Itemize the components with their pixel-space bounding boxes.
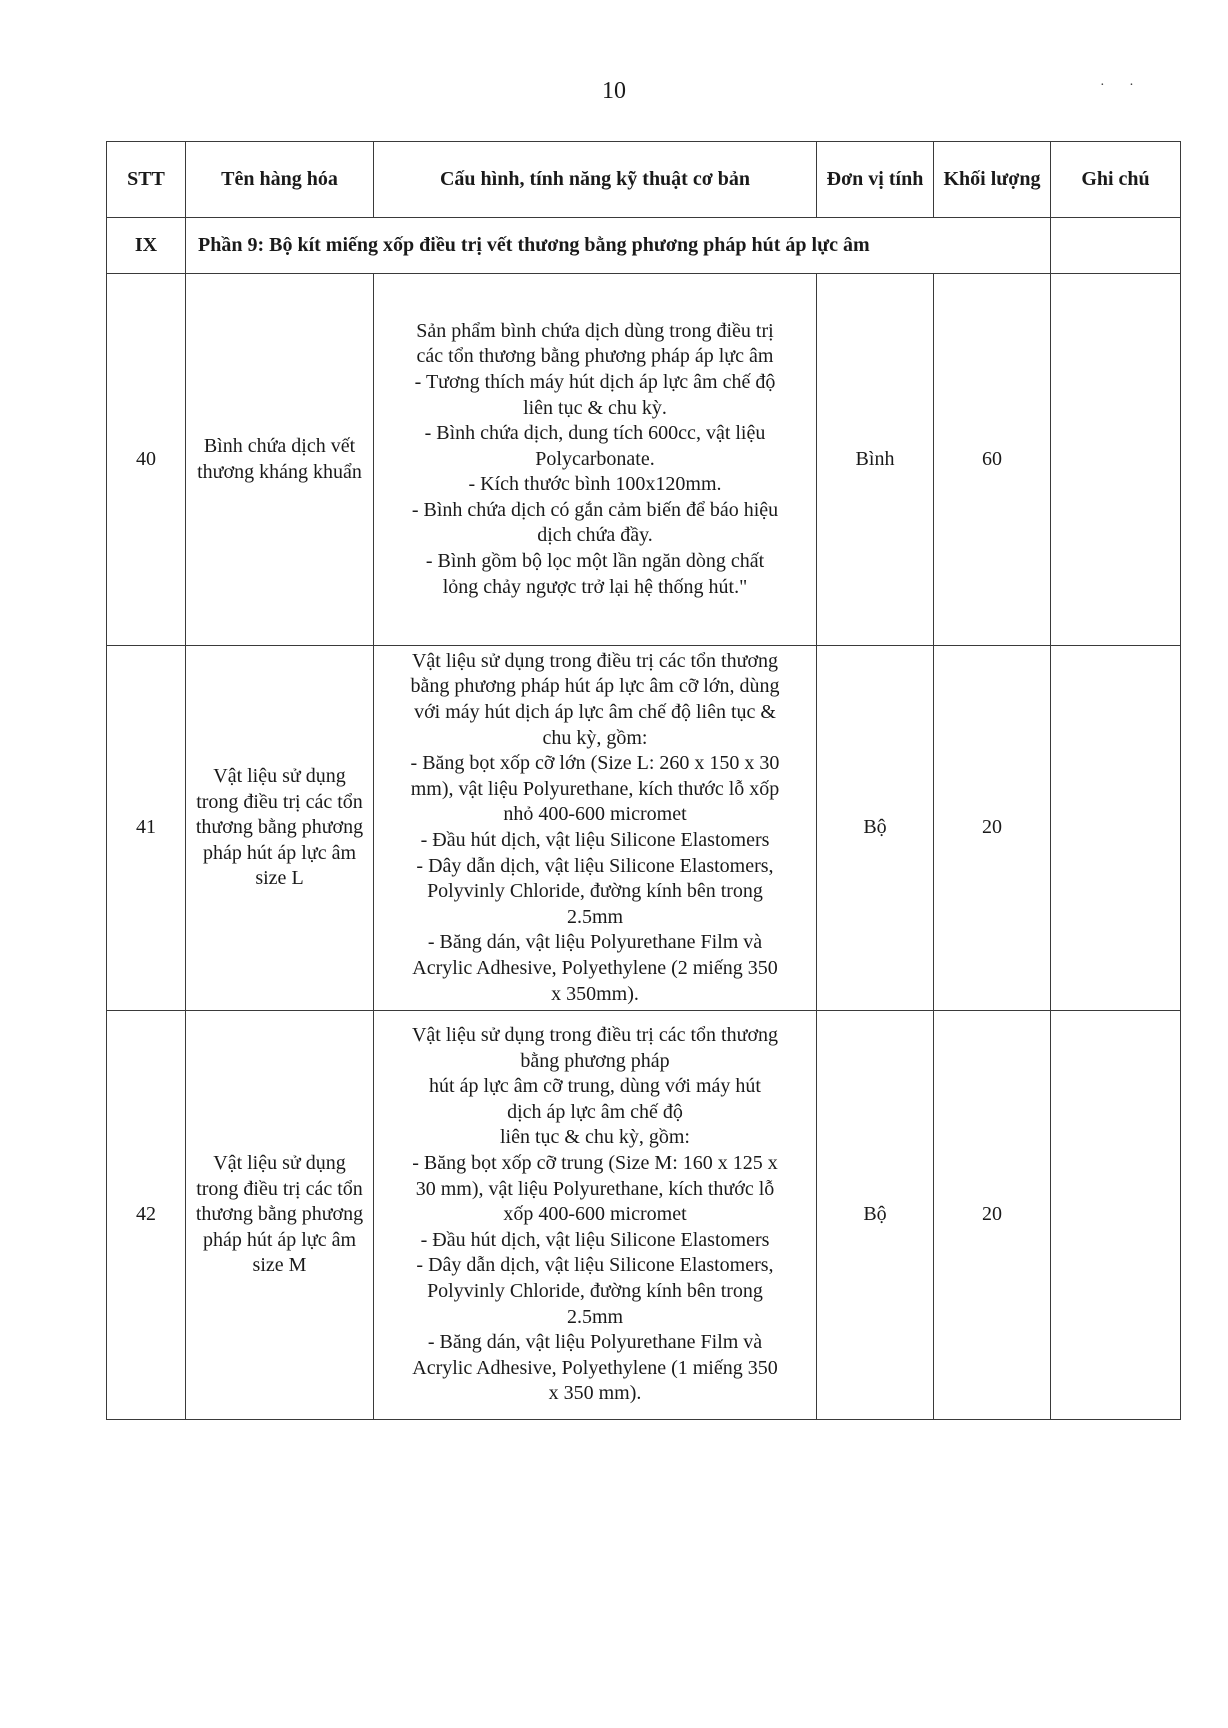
spec-line: - Bình chứa dịch có gắn cảm biến để báo hiệu	[411, 498, 779, 521]
header-quantity: Khối lượng	[934, 142, 1051, 218]
spec-line: Vật liệu sử dụng trong điều trị các tổn thương	[411, 1024, 779, 1047]
row-note	[1051, 646, 1181, 1011]
spec-line: - Dây dẫn dịch, vật liệu Silicone Elastomers,	[416, 1254, 774, 1277]
spec-line: - Bình gồm bộ lọc một lần ngăn dòng chất	[425, 550, 765, 573]
table-row	[107, 646, 1181, 1011]
table-header-row	[107, 142, 1181, 218]
spec-line: x 350 mm).	[548, 1382, 642, 1405]
table-row	[107, 1011, 1181, 1420]
spec-line: 2.5mm	[566, 905, 624, 928]
spec-line: lỏng chảy ngược trở lại hệ thống hút."	[442, 575, 748, 598]
row-name: Vật liệu sử dụng trong điều trị các tổn thương bằng phương pháp hút áp lực âm size M	[186, 1011, 374, 1420]
scan-specks: · ·	[1100, 78, 1134, 93]
header-name: Tên hàng hóa	[186, 142, 374, 218]
spec-line: - Bình chứa dịch, dung tích 600cc, vật liệu	[424, 422, 766, 445]
spec-line: liên tục & chu kỳ.	[523, 396, 667, 419]
row-spec	[374, 274, 817, 646]
spec-line: 2.5mm	[566, 1305, 624, 1328]
row-spec	[374, 1011, 817, 1420]
row-unit: Bộ	[817, 1011, 934, 1420]
row-unit: Bình	[817, 274, 934, 646]
spec-line: Vật liệu sử dụng trong điều trị các tổn thương	[411, 649, 779, 672]
spec-line: hút áp lực âm cỡ trung, dùng với máy hút	[429, 1075, 761, 1098]
goods-table	[106, 141, 1181, 1420]
row-quantity: 20	[934, 646, 1051, 1011]
spec-line: chu kỳ, gồm:	[542, 726, 648, 749]
spec-line: - Tương thích máy hút dịch áp lực âm chế độ	[414, 370, 776, 393]
spec-line: với máy hút dịch áp lực âm chế độ liên tục &	[414, 701, 776, 724]
header-stt: STT	[107, 142, 186, 218]
spec-line: dịch chứa đầy.	[537, 524, 653, 547]
row-stt: 40	[107, 274, 186, 646]
table-row	[107, 274, 1181, 646]
row-stt: 41	[107, 646, 186, 1011]
spec-line: - Đầu hút dịch, vật liệu Silicone Elastomers	[420, 1228, 770, 1251]
spec-line: mm), vật liệu Polyurethane, kích thước lỗ xốp	[410, 777, 780, 800]
spec-line: - Băng bọt xốp cỡ lớn (Size L: 260 x 150 x 30	[410, 752, 780, 775]
spec-line: các tổn thương bằng phương pháp áp lực âm	[416, 345, 774, 368]
spec-line: nhỏ 400-600 micromet	[503, 803, 687, 826]
header-unit: Đơn vị tính	[817, 142, 934, 218]
spec-line: x 350mm).	[551, 982, 639, 1005]
row-spec	[374, 646, 817, 1011]
spec-line: bằng phương pháp hút áp lực âm cỡ lớn, dùng	[410, 675, 780, 698]
spec-line: - Đầu hút dịch, vật liệu Silicone Elastomers	[420, 829, 770, 851]
spec-line: 30 mm), vật liệu Polyurethane, kích thước lỗ	[415, 1177, 775, 1200]
spec-line: - Băng bọt xốp cỡ trung (Size M: 160 x 125 x	[412, 1152, 778, 1175]
section-title: Phần 9: Bộ kít miếng xốp điều trị vết thương bằng phương pháp hút áp lực âm	[186, 218, 1051, 274]
spec-line: - Băng dán, vật liệu Polyurethane Film và	[427, 931, 763, 954]
spec-line: Polyvinly Chloride, đường kính bên trong	[427, 1279, 763, 1302]
row-name: Vật liệu sử dụng trong điều trị các tổn thương bằng phương pháp hút áp lực âm size L	[186, 646, 374, 1011]
row-quantity: 60	[934, 274, 1051, 646]
spec-line: dịch áp lực âm chế độ	[507, 1100, 683, 1123]
spec-line: - Băng dán, vật liệu Polyurethane Film và	[427, 1331, 763, 1354]
row-quantity: 20	[934, 1011, 1051, 1420]
header-spec: Cấu hình, tính năng kỹ thuật cơ bản	[374, 142, 817, 218]
spec-line: Polycarbonate.	[535, 447, 655, 470]
header-note: Ghi chú	[1051, 142, 1181, 218]
spec-line: Acrylic Adhesive, Polyethylene (1 miếng 350	[412, 1356, 778, 1379]
row-name: Bình chứa dịch vết thương kháng khuẩn	[186, 274, 374, 646]
section-stt: IX	[107, 218, 186, 274]
row-unit: Bộ	[817, 646, 934, 1011]
spec-line: - Dây dẫn dịch, vật liệu Silicone Elastomers,	[416, 854, 774, 877]
spec-line: - Kích thước bình 100x120mm.	[468, 473, 722, 496]
row-note	[1051, 1011, 1181, 1420]
spec-line: xốp 400-600 micromet	[503, 1203, 687, 1226]
spec-line: bằng phương pháp	[520, 1049, 670, 1072]
spec-line: Acrylic Adhesive, Polyethylene (2 miếng 350	[412, 956, 778, 979]
spec-line: Polyvinly Chloride, đường kính bên trong	[427, 880, 763, 903]
spec-line: Sản phẩm bình chứa dịch dùng trong điều trị	[416, 319, 774, 342]
section-row	[107, 218, 1181, 274]
section-note	[1051, 218, 1181, 274]
row-stt: 42	[107, 1011, 186, 1420]
spec-line: liên tục & chu kỳ, gồm:	[500, 1126, 690, 1149]
row-note	[1051, 274, 1181, 646]
page-number: 10	[602, 78, 626, 104]
